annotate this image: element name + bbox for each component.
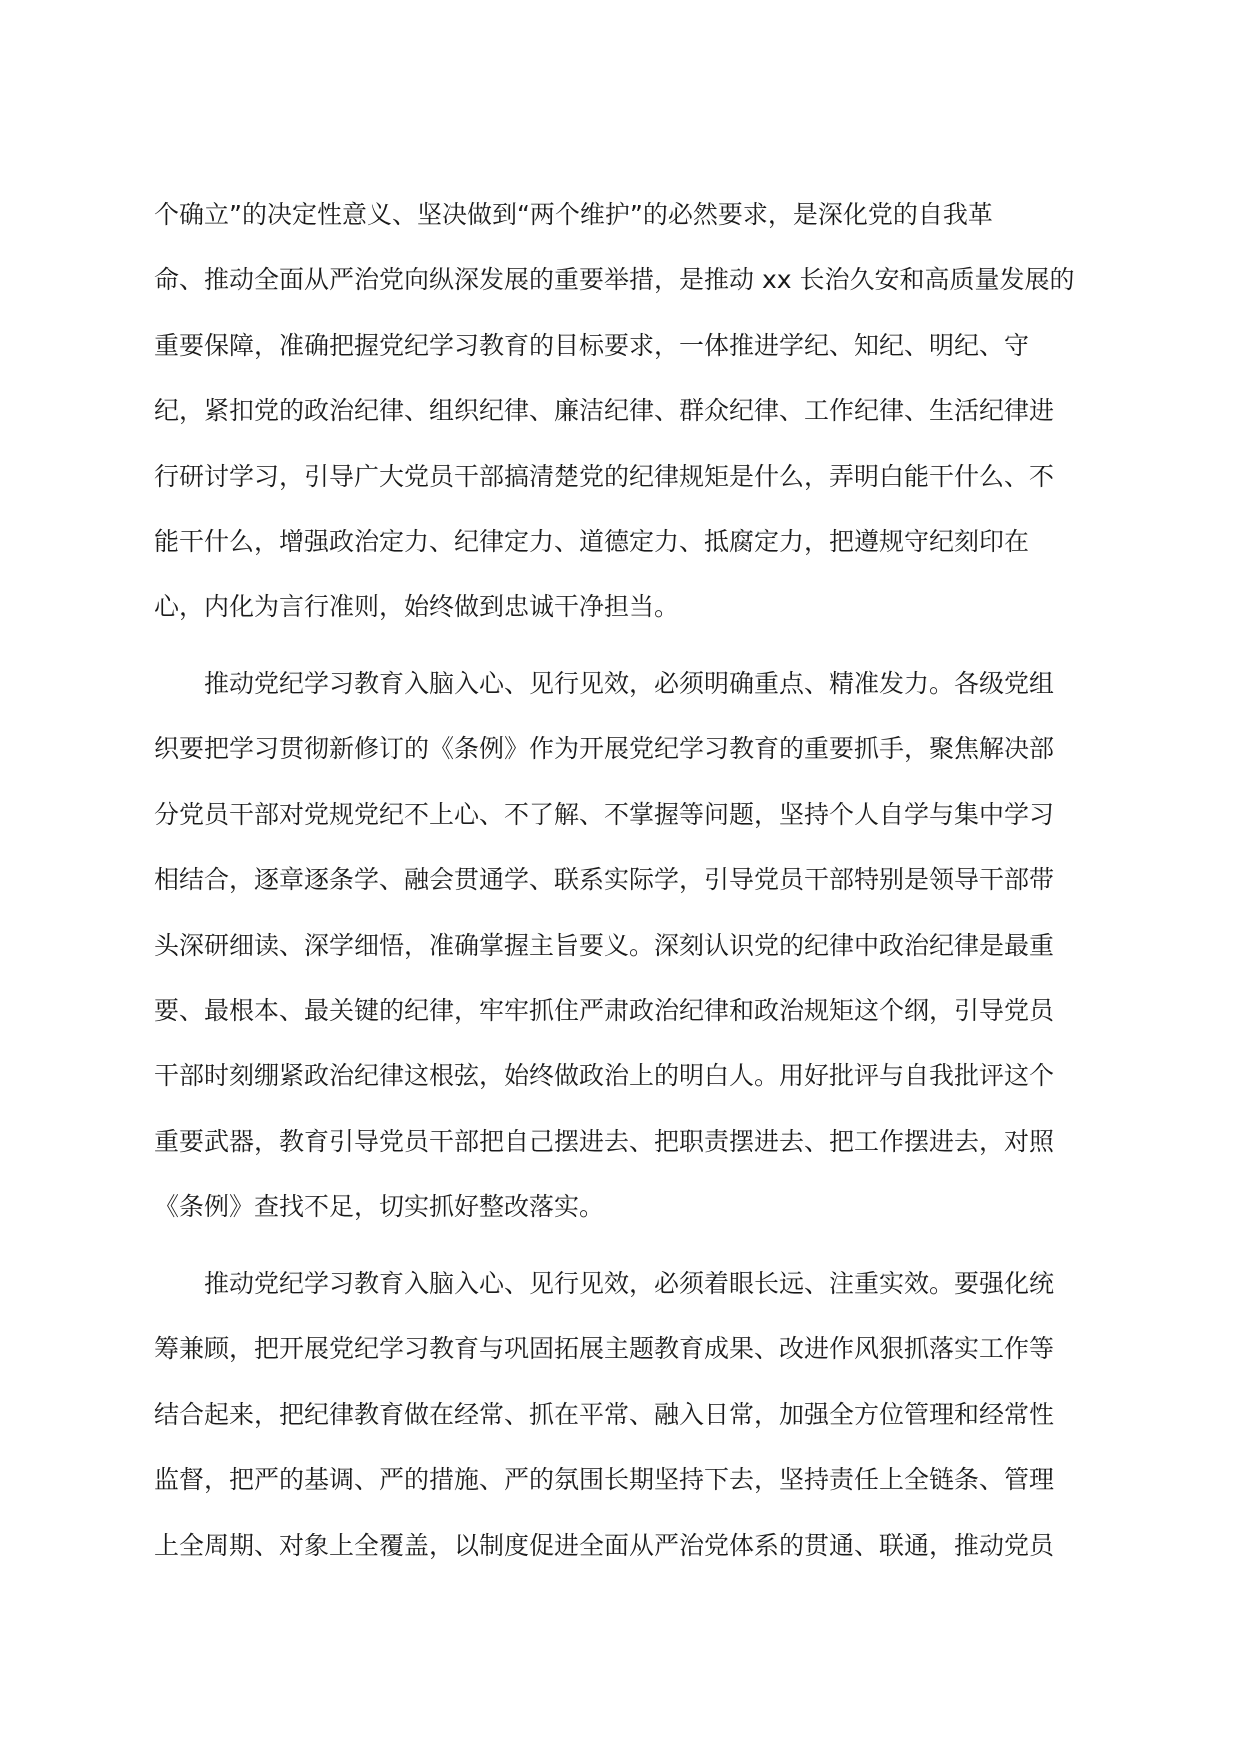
text-line: 头深研细读、深学细悟，准确掌握主旨要义。深刻认识党的纪律中政治纪律是最重 [154, 930, 1055, 960]
text-line: 结合起来，把纪律教育做在经常、抓在平常、融入日常，加强全方位管理和经常性 [154, 1399, 1055, 1429]
text-line: 能干什么，增强政治定力、纪律定力、道德定力、抵腐定力，把遵规守纪刻印在 [154, 526, 1030, 556]
text-line-indented: 推动党纪学习教育入脑入心、见行见效，必须着眼长远、注重实效。要强化统 [204, 1269, 1055, 1298]
text-line-indented: 推动党纪学习教育入脑入心、见行见效，必须明确重点、精准发力。各级党组 [204, 669, 1055, 698]
text-line: 《条例》查找不足，切实抓好整改落实。 [154, 1192, 605, 1222]
text-line: 干部时刻绷紧政治纪律这根弦，始终做政治上的明白人。用好批评与自我批评这个 [154, 1061, 1055, 1091]
text-line: 织要把学习贯彻新修订的《条例》作为开展党纪学习教育的重要抓手，聚焦解决部 [154, 734, 1055, 764]
text-line: 纪，紧扣党的政治纪律、组织纪律、廉洁纪律、群众纪律、工作纪律、生活纪律进 [154, 396, 1055, 426]
text-line: 监督，把严的基调、严的措施、严的氛围长期坚持下去，坚持责任上全链条、管理 [154, 1465, 1055, 1495]
text-line: 重要保障，准确把握党纪学习教育的目标要求，一体推进学纪、知纪、明纪、守 [154, 330, 1030, 360]
paragraph-3 [154, 1251, 1084, 1578]
text-line: 分党员干部对党规党纪不上心、不了解、不掌握等问题，坚持个人自学与集中学习 [154, 799, 1055, 829]
text-line: 相结合，逐章逐条学、融会贯通学、联系实际学，引导党员干部特别是领导干部带 [154, 865, 1055, 895]
text-line: 上全周期、对象上全覆盖，以制度促进全面从严治党体系的贯通、联通，推动党员 [154, 1530, 1055, 1560]
text-line: 命、推动全面从严治党向纵深发展的重要举措，是推动 xx 长治久安和高质量发展的 [154, 265, 1075, 295]
text-line: 行研讨学习，引导广大党员干部搞清楚党的纪律规矩是什么，弄明白能干什么、不 [154, 461, 1055, 491]
text-line: 要、最根本、最关键的纪律，牢牢抓住严肃政治纪律和政治规矩这个纲，引导党员 [154, 995, 1055, 1025]
text-line: 筹兼顾，把开展党纪学习教育与巩固拓展主题教育成果、改进作风狠抓落实工作等 [154, 1334, 1055, 1364]
text-line: 心，内化为言行准则，始终做到忠诚干净担当。 [154, 592, 680, 622]
paragraph-2 [154, 651, 1084, 1240]
paragraph-1 [154, 182, 1084, 640]
text-line: 重要武器，教育引导党员干部把自己摆进去、把职责摆进去、把工作摆进去，对照 [154, 1126, 1055, 1156]
text-line: 个确立”的决定性意义、坚决做到“两个维护”的必然要求，是深化党的自我革 [154, 200, 993, 229]
